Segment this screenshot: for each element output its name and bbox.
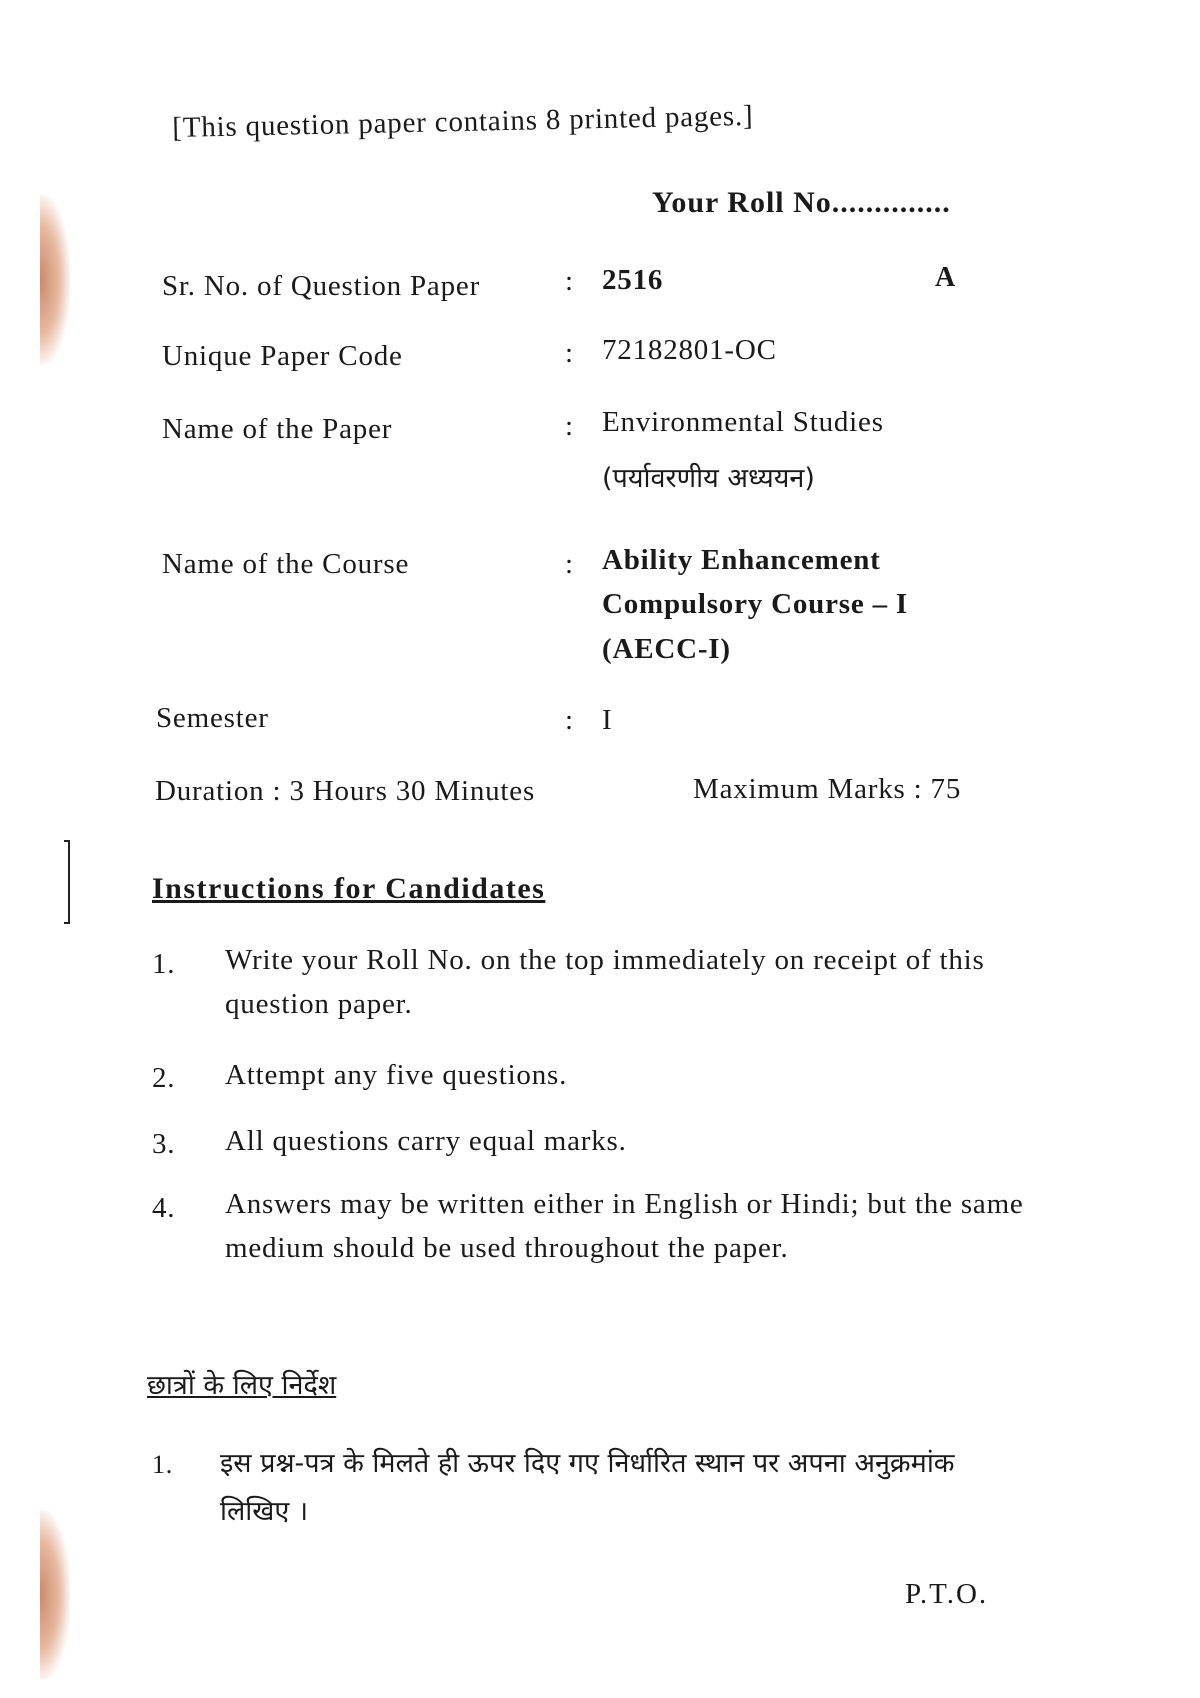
paper-code-colon: : xyxy=(565,337,574,369)
hindi-instruction-number-1: 1. xyxy=(152,1450,174,1479)
instructions-heading: Instructions for Candidates xyxy=(152,872,546,905)
page-edge-shadow-bottom xyxy=(40,1510,70,1680)
instruction-2: Attempt any five questions. xyxy=(225,1059,568,1091)
semester-value: I xyxy=(602,704,613,736)
sr-no-value: 2516 xyxy=(602,264,664,296)
course-name-line-1: Ability Enhancement xyxy=(602,544,881,576)
roll-number-field: Your Roll No.............. xyxy=(652,186,951,219)
hindi-instruction-1: इस प्रश्न-पत्र के मिलते ही ऊपर दिए गए निर्धारित स्थान पर अपना अनुक्रमांक लिखिए । xyxy=(220,1448,955,1527)
paper-code-label: Unique Paper Code xyxy=(162,340,403,372)
paper-name-label: Name of the Paper xyxy=(162,413,393,445)
course-name-line-2: Compulsory Course – I xyxy=(602,588,909,620)
paper-name-hindi: (पर्यावरणीय अध्ययन) xyxy=(602,463,815,494)
instruction-4: Answers may be written either in English or Hindi; but the same medium should be used throughout the paper. xyxy=(225,1188,1024,1264)
semester-colon: : xyxy=(565,704,574,736)
hindi-instructions-heading: छात्रों के लिए निर्देश xyxy=(147,1370,337,1401)
paper-name-colon: : xyxy=(565,410,574,442)
instruction-number-1: 1. xyxy=(152,948,176,980)
set-letter: A xyxy=(935,262,957,293)
sr-no-label: Sr. No. of Question Paper xyxy=(162,270,481,302)
page-count-note: [This question paper contains 8 printed pages.] xyxy=(172,99,754,144)
course-name-label: Name of the Course xyxy=(162,548,410,580)
maximum-marks: Maximum Marks : 75 xyxy=(693,773,962,805)
instruction-number-3: 3. xyxy=(152,1128,176,1160)
course-name-colon: : xyxy=(565,548,574,580)
margin-bracket-mark xyxy=(64,840,70,924)
instruction-1: Write your Roll No. on the top immediately on receipt of this question paper. xyxy=(225,944,985,1020)
semester-label: Semester xyxy=(156,702,269,734)
page-edge-shadow-top xyxy=(40,195,70,365)
paper-name-value: Environmental Studies xyxy=(602,406,884,438)
please-turn-over: P.T.O. xyxy=(905,1578,989,1610)
duration: Duration : 3 Hours 30 Minutes xyxy=(155,775,536,807)
instruction-3: All questions carry equal marks. xyxy=(225,1125,627,1157)
course-name-line-3: (AECC-I) xyxy=(602,633,731,665)
instruction-number-2: 2. xyxy=(152,1062,176,1094)
paper-code-value: 72182801-OC xyxy=(602,334,777,366)
instruction-number-4: 4. xyxy=(152,1192,176,1224)
sr-no-colon: : xyxy=(565,265,574,297)
